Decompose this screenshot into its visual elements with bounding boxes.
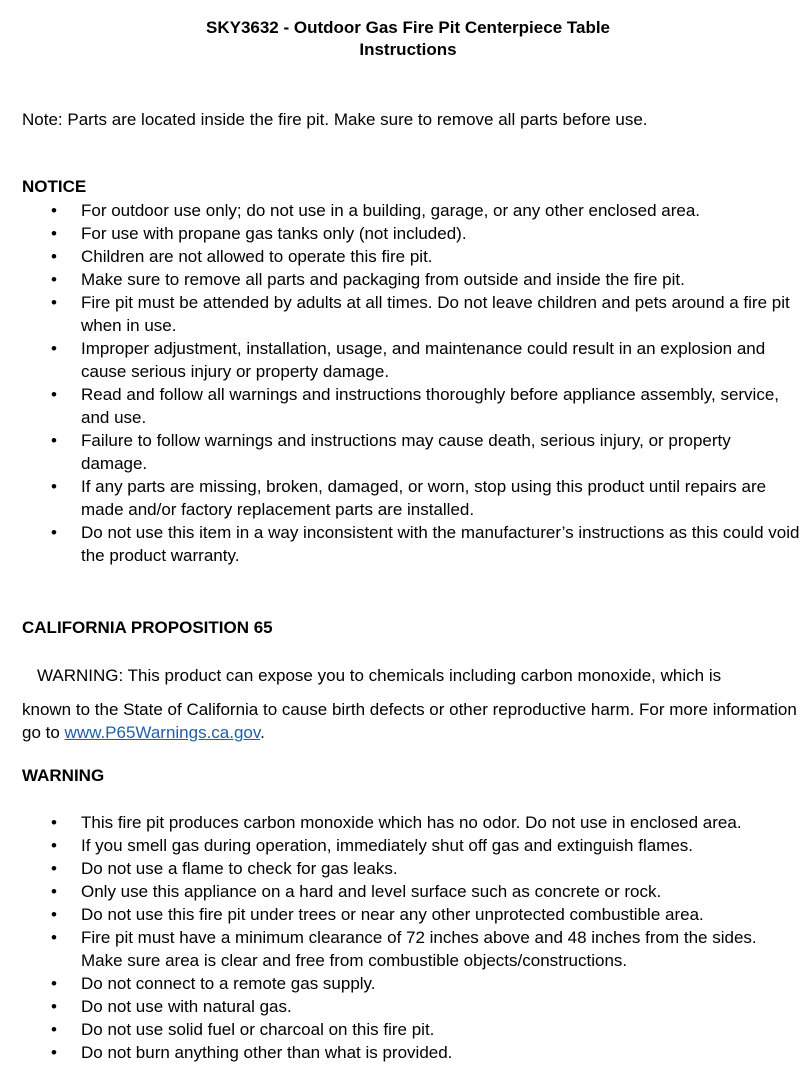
warning-item: • This fire pit produces carbon monoxide which has no odor. Do not use in enclosed area.: [51, 813, 742, 832]
p65-warnings-link[interactable]: www.P65Warnings.ca.gov: [64, 723, 261, 742]
notice-item: • Do not use this item in a way inconsistent with the manufacturer’s instructions as this could void the product warranty.: [51, 523, 800, 565]
notice-item: • Read and follow all warnings and instructions thoroughly before appliance assembly, service, and use.: [51, 385, 780, 427]
title-line-1: SKY3632 - Outdoor Gas Fire Pit Centerpiece Table: [205, 18, 611, 37]
notice-item: • Make sure to remove all parts and packaging from outside and inside the fire pit.: [51, 270, 685, 289]
parts-note: Note: Parts are located inside the fire pit. Make sure to remove all parts before use.: [22, 110, 648, 129]
title-line-2: Instructions: [359, 40, 457, 59]
bullet-icon: •: [51, 905, 57, 924]
bullet-icon: •: [51, 882, 57, 901]
bullet-icon: •: [51, 247, 57, 266]
notice-item: • Failure to follow warnings and instructions may cause death, serious injury, or property damage.: [51, 431, 731, 473]
warning-item: • Only use this appliance on a hard and level surface such as concrete or rock.: [51, 882, 662, 901]
bullet-icon: •: [51, 928, 57, 947]
notice-list: [0, 199, 800, 567]
notice-item: • For outdoor use only; do not use in a building, garage, or any other enclosed area.: [51, 201, 701, 220]
bullet-icon: •: [51, 1020, 57, 1039]
bullet-icon: •: [51, 859, 57, 878]
warning-item: • Do not use this fire pit under trees or near any other unprotected combustible area.: [51, 905, 704, 924]
warning-list: [0, 811, 800, 1064]
warning-item: • Do not connect to a remote gas supply.: [51, 974, 376, 993]
notice-item: • Improper adjustment, installation, usage, and maintenance could result in an explosion and cause serious injury or property damage.: [51, 339, 766, 381]
bullet-icon: •: [51, 385, 57, 404]
bullet-icon: •: [51, 477, 57, 496]
bullet-icon: •: [51, 293, 57, 312]
bullet-icon: •: [51, 974, 57, 993]
prop65-warning-line: WARNING: This product can expose you to chemicals including carbon monoxide, which is: [37, 666, 722, 685]
bullet-icon: •: [51, 431, 57, 450]
bullet-icon: •: [51, 813, 57, 832]
bullet-icon: •: [51, 523, 57, 542]
notice-item: • If any parts are missing, broken, damaged, or worn, stop using this product until repairs are made and/or factory replacement parts are installed.: [51, 477, 767, 519]
warning-item: • Do not burn anything other than what is provided.: [51, 1043, 453, 1062]
bullet-icon: •: [51, 339, 57, 358]
warning-item: • Fire pit must have a minimum clearance of 72 inches above and 48 inches from the sides. Make sure area is clear and free from combustible objects/constructions.: [51, 928, 757, 970]
prop65-warning-continued: known to the State of California to cause birth defects or other reproductive harm. For more information go to www.P65Warnings.ca.gov.: [22, 700, 797, 742]
warning-item: • If you smell gas during operation, immediately shut off gas and extinguish flames.: [51, 836, 694, 855]
warning-heading: WARNING: [22, 766, 105, 785]
prop65-heading: CALIFORNIA PROPOSITION 65: [22, 618, 273, 637]
notice-heading: NOTICE: [22, 177, 87, 196]
warning-item: • Do not use solid fuel or charcoal on this fire pit.: [51, 1020, 435, 1039]
bullet-icon: •: [51, 270, 57, 289]
notice-item: • Fire pit must be attended by adults at all times. Do not leave children and pets around a fire pit when in use.: [51, 293, 790, 335]
bullet-icon: •: [51, 836, 57, 855]
warning-item: • Do not use with natural gas.: [51, 997, 292, 1016]
notice-item: • For use with propane gas tanks only (not included).: [51, 224, 467, 243]
document-title: [0, 17, 808, 61]
bullet-icon: •: [51, 1043, 57, 1062]
warning-item: • Do not use a flame to check for gas leaks.: [51, 859, 398, 878]
bullet-icon: •: [51, 201, 57, 220]
bullet-icon: •: [51, 997, 57, 1016]
notice-item: • Children are not allowed to operate this fire pit.: [51, 247, 433, 266]
bullet-icon: •: [51, 224, 57, 243]
